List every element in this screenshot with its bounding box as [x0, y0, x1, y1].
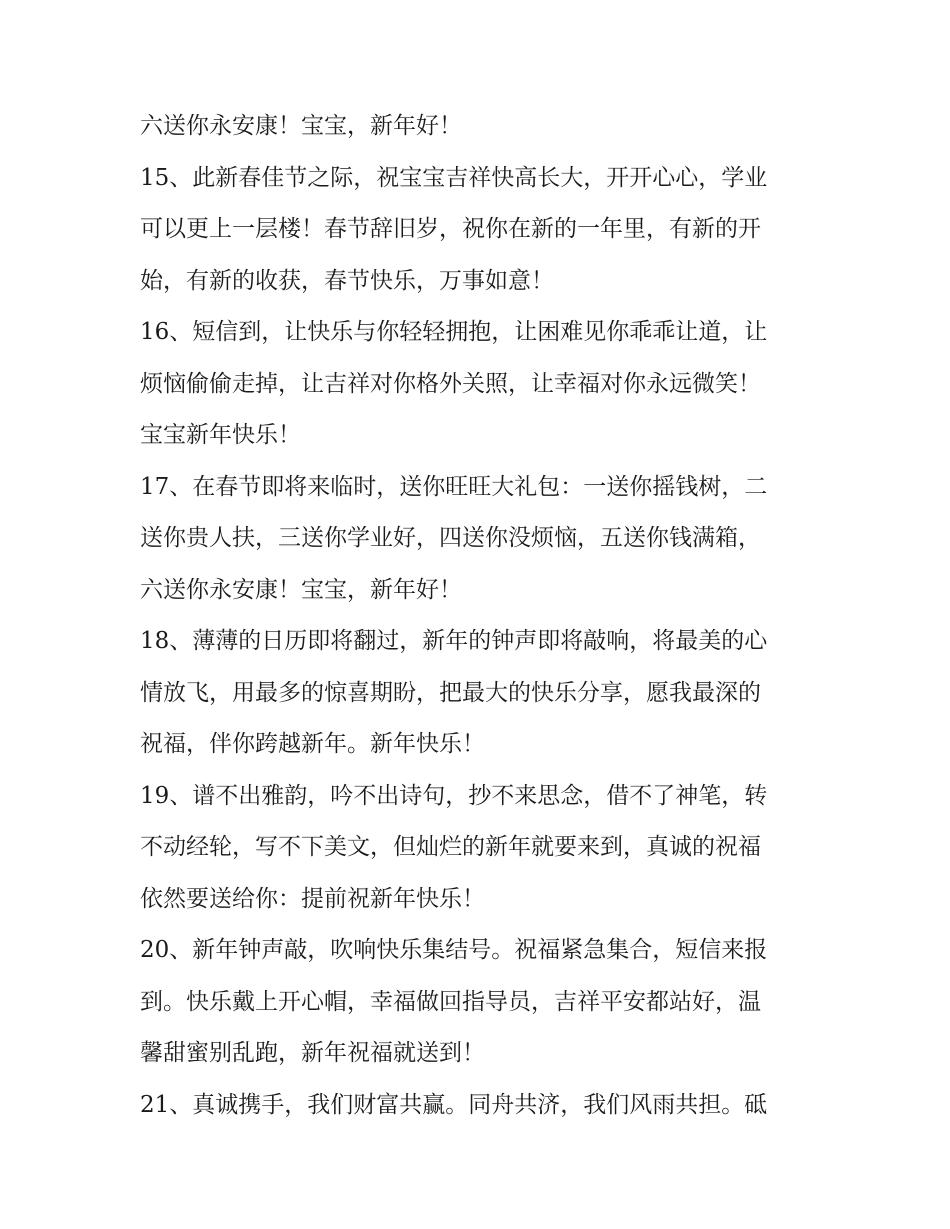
text-line: 21、真诚携手，我们财富共赢。同舟共济，我们风雨共担。砥: [140, 1091, 768, 1118]
paragraph-16: [140, 307, 820, 462]
paragraph-18: [140, 616, 820, 771]
text-line: 烦恼偷偷走掉，让吉祥对你格外关照，让幸福对你永远微笑！: [140, 370, 761, 397]
text-line: 祝福，伴你跨越新年。新年快乐！: [140, 731, 485, 757]
paragraph-17: [140, 462, 820, 617]
text-line: 20、新年钟声敲，吹响快乐集结号。祝福紧急集合，短信来报: [140, 937, 768, 963]
text-line: 可以更上一层楼！春节辞旧岁，祝你在新的一年里，有新的开: [140, 216, 761, 242]
text-line: 六送你永安康！宝宝，新年好！: [140, 113, 462, 139]
text-line: 宝宝新年快乐！: [140, 422, 301, 448]
paragraph-continuation: [140, 101, 820, 153]
text-line: 送你贵人扶，三送你学业好，四送你没烦恼，五送你钱满箱，: [140, 525, 761, 551]
paragraph-20: [140, 925, 820, 1080]
paragraph-19: [140, 771, 820, 926]
text-line: 17、在春节即将来临时，送你旺旺大礼包：一送你摇钱树，二: [140, 473, 768, 500]
text-line: 19、谱不出雅韵，吟不出诗句，抄不来思念，借不了神笔，转: [140, 782, 768, 809]
document-body: [140, 101, 820, 1131]
text-line: 不动经轮，写不下美文，但灿烂的新年就要来到，真诚的祝福: [140, 834, 761, 860]
text-line: 六送你永安康！宝宝，新年好！: [140, 576, 462, 603]
text-line: 18、薄薄的日历即将翻过，新年的钟声即将敲响，将最美的心: [140, 628, 768, 654]
text-line: 情放飞，用最多的惊喜期盼，把最大的快乐分享，愿我最深的: [140, 679, 761, 706]
text-line: 始，有新的收获，春节快乐，万事如意！: [140, 267, 554, 294]
paragraph-15: [140, 153, 820, 308]
text-line: 16、短信到，让快乐与你轻轻拥抱，让困难见你乖乖让道，让: [140, 319, 768, 345]
text-line: 到。快乐戴上开心帽，幸福做回指导员，吉祥平安都站好，温: [140, 988, 761, 1015]
text-line: 15、此新春佳节之际，祝宝宝吉祥快高长大，开开心心，学业: [140, 164, 768, 191]
paragraph-21: [140, 1080, 820, 1132]
text-line: 馨甜蜜别乱跑，新年祝福就送到！: [140, 1040, 485, 1066]
text-line: 依然要送给你：提前祝新年快乐！: [140, 885, 485, 912]
